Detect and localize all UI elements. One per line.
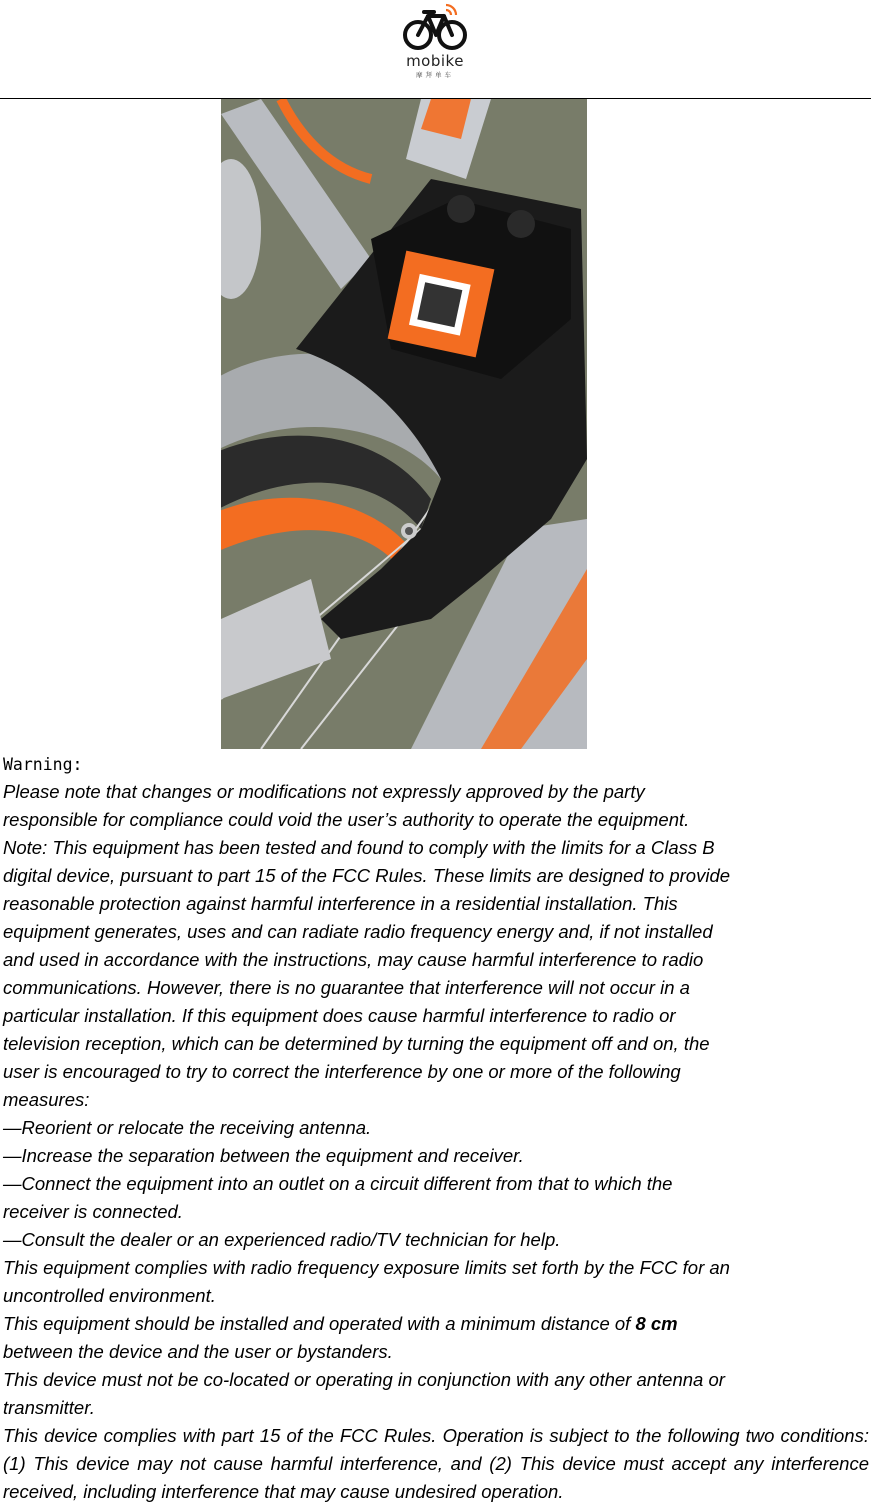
warning-line: Please note that changes or modifications not expressly approved by the party <box>3 781 645 802</box>
bike-lock-photo <box>221 99 587 749</box>
warning-line: reasonable protection against harmful interference in a residential installation. This <box>3 893 678 914</box>
warning-line: uncontrolled environment. <box>3 1285 216 1306</box>
distance-statement <box>3 1310 869 1338</box>
warning-line: responsible for compliance could void the user’s authority to operate the equipment. <box>3 809 690 830</box>
warning-line: television reception, which can be determined by turning the equipment off and on, the <box>3 1033 710 1054</box>
measure-item: —Reorient or relocate the receiving antenna. <box>3 1117 372 1138</box>
distance-prefix: This equipment should be installed and operated with a minimum distance of <box>3 1313 636 1334</box>
colocation-line: transmitter. <box>3 1397 95 1418</box>
distance-suffix: between the device and the user or bystanders. <box>3 1341 393 1362</box>
warning-line: measures: <box>3 1089 90 1110</box>
measure-item: —Connect the equipment into an outlet on a circuit different from that to which the <box>3 1173 673 1194</box>
mobike-logo <box>388 2 488 90</box>
warning-line: equipment generates, uses and can radiate radio frequency energy and, if not installed <box>3 921 713 942</box>
warning-line: Note: This equipment has been tested and found to comply with the limits for a Class B <box>3 837 715 858</box>
warning-line: user is encouraged to try to correct the interference by one or more of the following <box>3 1061 681 1082</box>
measure-item: —Increase the separation between the equipment and receiver. <box>3 1145 524 1166</box>
fcc-warning-text <box>3 751 869 1502</box>
warning-line: communications. However, there is no guarantee that interference will not occur in a <box>3 977 690 998</box>
logo-subtext: 摩拜单车 <box>416 71 454 79</box>
measure-item: receiver is connected. <box>3 1201 183 1222</box>
distance-value: 8 cm <box>635 1313 678 1334</box>
part15-statement: This device complies with part 15 of the FCC Rules. Operation is subject to the following two conditions: (1) This device may not cause harmful interference, and (2) This device must accept any interference received, including interference that may cause undesired operation. <box>3 1425 869 1502</box>
warning-line: and used in accordance with the instructions, may cause harmful interference to radio <box>3 949 704 970</box>
warning-heading: Warning: <box>3 755 83 774</box>
page-header <box>0 0 871 99</box>
warning-line: particular installation. If this equipment does cause harmful interference to radio or <box>3 1005 676 1026</box>
warning-line: This equipment complies with radio frequency exposure limits set forth by the FCC for an <box>3 1257 730 1278</box>
bicycle-icon <box>388 2 482 52</box>
warning-line: digital device, pursuant to part 15 of the FCC Rules. These limits are designed to provide <box>3 865 731 886</box>
logo-wordmark: mobike <box>406 52 464 70</box>
measure-item: —Consult the dealer or an experienced radio/TV technician for help. <box>3 1229 561 1250</box>
colocation-line: This device must not be co-located or operating in conjunction with any other antenna or <box>3 1369 725 1390</box>
